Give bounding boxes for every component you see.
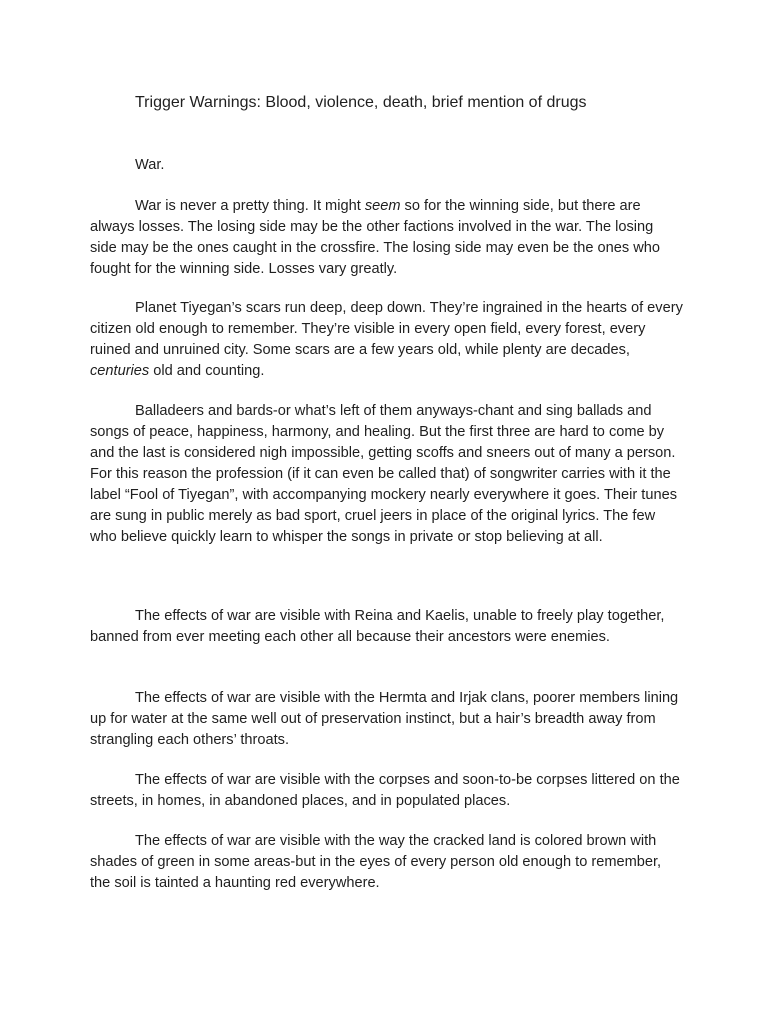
- trigger-warning: Trigger Warnings: Blood, violence, death, brief mention of drugs: [135, 94, 587, 111]
- paragraph-1-part-a: War is never a pretty thing. It might: [135, 198, 365, 214]
- paragraph-1-part-b: so for the winning side, but there are always losses. The losing side may be the other factions involved in the war. The losing side may be the ones caught in the crossfire. The losing side may even be the ones who fought for the winning side. Losses vary greatly.: [90, 198, 661, 277]
- paragraph-2: [90, 298, 684, 382]
- paragraph-2-emphasis: centuries: [90, 363, 150, 379]
- paragraph-3: Balladeers and bards-or what’s left of them anyways-chant and sing ballads and songs of peace, happiness, harmony, and healing. But the first three are hard to come by and the last is considered nigh impossible, getting scoffs and sneers out of many a person. For this reason the profession (if it can even be called that) of songwriter carries with it the label “Fool of Tiyegan”, with accompanying mockery nearly everywhere it goes. Their tunes are sung in public merely as bad sport, cruel jeers in place of the original lyrics. The few who believe quickly learn to whisper the songs in private or stop believing at all.: [90, 403, 677, 545]
- paragraph-4: The effects of war are visible with Reina and Kaelis, unable to freely play together, banned from ever meeting each other all because their ancestors were enemies.: [90, 608, 665, 645]
- paragraph-6: The effects of war are visible with the corpses and soon-to-be corpses littered on the streets, in homes, in abandoned places, and in populated places.: [90, 772, 680, 809]
- paragraph-1-emphasis: seem: [364, 198, 401, 214]
- paragraph-1: [90, 196, 684, 280]
- paragraph-2-part-a: Planet Tiyegan’s scars run deep, deep down. They’re ingrained in the hearts of every citizen old enough to remember. They’re visible in every open field, every forest, every ruined and unruined city. Some scars are a few years old, while plenty are decades,: [90, 300, 683, 358]
- paragraph-7: The effects of war are visible with the way the cracked land is colored brown with shades of green in some areas-but in the eyes of every person old enough to remember, the soil is tainted a haunting red everywhere.: [90, 833, 662, 891]
- section-heading: War.: [135, 157, 165, 173]
- paragraph-2-part-b: old and counting.: [149, 363, 265, 379]
- paragraph-5: The effects of war are visible with the Hermta and Irjak clans, poorer members lining up for water at the same well out of preservation instinct, but a hair’s breadth away from strangling each others’ throats.: [90, 690, 679, 748]
